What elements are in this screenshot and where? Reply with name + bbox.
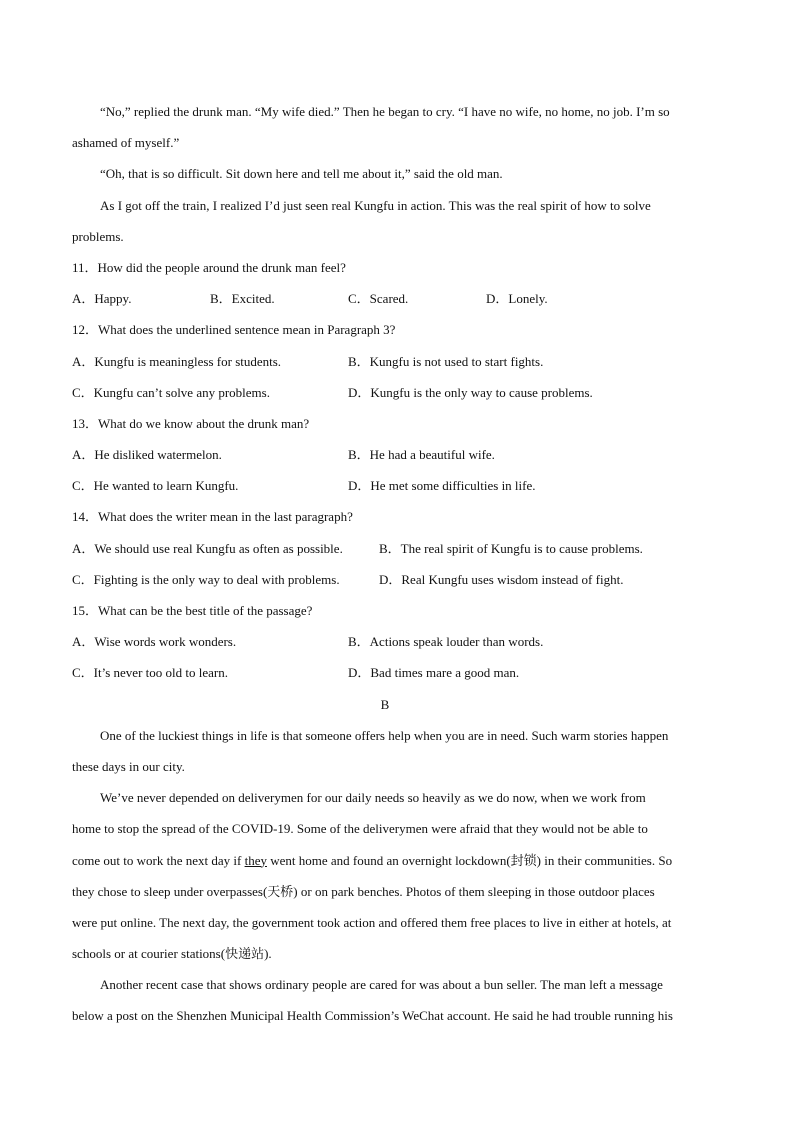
section-b-heading: B: [380, 696, 390, 712]
underlined-word: they: [244, 852, 267, 868]
passage-line: home to stop the spread of the COVID-19. Some of the deliverymen were afraid that they would not be able to: [72, 821, 648, 837]
option-a: A．He disliked watermelon.: [72, 447, 222, 463]
question-15-options-row2: [72, 662, 722, 693]
option-a: A．Kungfu is meaningless for students.: [72, 353, 282, 369]
passage-line: “Oh, that is so difficult. Sit down here and tell me about it,” said the old man.: [100, 166, 503, 182]
question-13-options-row2: [72, 475, 722, 506]
option-d: D．Real Kungfu uses wisdom instead of fight.: [379, 571, 624, 587]
document-page: [72, 101, 722, 1037]
question-15-options-row1: [72, 631, 722, 662]
passage-line: We’ve never depended on deliverymen for our daily needs so heavily as we do now, when we work from: [100, 790, 646, 806]
option-a: A．Wise words work wonders.: [72, 634, 237, 650]
text-run: come out to work the next day if: [72, 852, 245, 868]
passage-line: Another recent case that shows ordinary people are cared for was about a bun seller. The man left a message: [100, 977, 663, 993]
option-c: C．Kungfu can’t solve any problems.: [72, 384, 270, 400]
passage-line: problems.: [72, 228, 124, 244]
passage-line: [72, 850, 722, 881]
option-a: A．Happy.: [72, 291, 132, 307]
option-c: C．Fighting is the only way to deal with problems.: [72, 571, 340, 587]
option-d: D．He met some difficulties in life.: [348, 478, 536, 494]
option-d: D．Kungfu is the only way to cause problems.: [348, 384, 593, 400]
passage-line: below a post on the Shenzhen Municipal Health Commission’s WeChat account. He said he had trouble running his: [72, 1008, 673, 1024]
question-14-options-row1: [72, 538, 722, 569]
passage-line: ashamed of myself.”: [72, 135, 180, 151]
question-12-options-row2: [72, 382, 722, 413]
passage-line: they chose to sleep under overpasses(天桥) or on park benches. Photos of them sleeping in those outdoor places: [72, 883, 655, 899]
passage-line: were put online. The next day, the government took action and offered them free places to live in either at hotels, at: [72, 914, 672, 930]
question-14-stem: 14．What does the writer mean in the last paragraph?: [72, 509, 353, 525]
passage-line: As I got off the train, I realized I’d just seen real Kungfu in action. This was the real spirit of how to solve: [100, 197, 651, 213]
text-run: went home and found an overnight lockdown(封锁) in their communities. So: [266, 852, 673, 868]
passage-line: One of the luckiest things in life is that someone offers help when you are in need. Such warm stories happen: [100, 727, 669, 743]
question-13-options-row1: [72, 444, 722, 475]
question-13-stem: 13．What do we know about the drunk man?: [72, 415, 310, 431]
option-c: C．It’s never too old to learn.: [72, 665, 228, 681]
option-b: B．The real spirit of Kungfu is to cause problems.: [379, 540, 643, 556]
option-c: C．Scared.: [348, 291, 409, 307]
option-c: C．He wanted to learn Kungfu.: [72, 478, 239, 494]
option-b: B．He had a beautiful wife.: [348, 447, 495, 463]
question-11-stem: 11．How did the people around the drunk man feel?: [72, 259, 346, 275]
passage-line: schools or at courier stations(快递站).: [72, 946, 272, 962]
option-b: B．Excited.: [210, 291, 275, 307]
passage-line: “No,” replied the drunk man. “My wife died.” Then he began to cry. “I have no wife, no home, no job. I’m so: [100, 104, 670, 119]
question-12-stem: 12．What does the underlined sentence mean in Paragraph 3?: [72, 322, 396, 338]
option-b: B．Kungfu is not used to start fights.: [348, 353, 544, 369]
question-12-options-row1: [72, 351, 722, 382]
question-14-options-row2: [72, 569, 722, 600]
option-a: A．We should use real Kungfu as often as possible.: [72, 540, 343, 556]
passage-line: these days in our city.: [72, 758, 185, 774]
option-d: D．Lonely.: [486, 291, 548, 307]
option-d: D．Bad times mare a good man.: [348, 665, 520, 681]
question-15-stem: 15．What can be the best title of the passage?: [72, 603, 313, 618]
question-11-options: [72, 288, 722, 319]
option-b: B．Actions speak louder than words.: [348, 634, 544, 650]
